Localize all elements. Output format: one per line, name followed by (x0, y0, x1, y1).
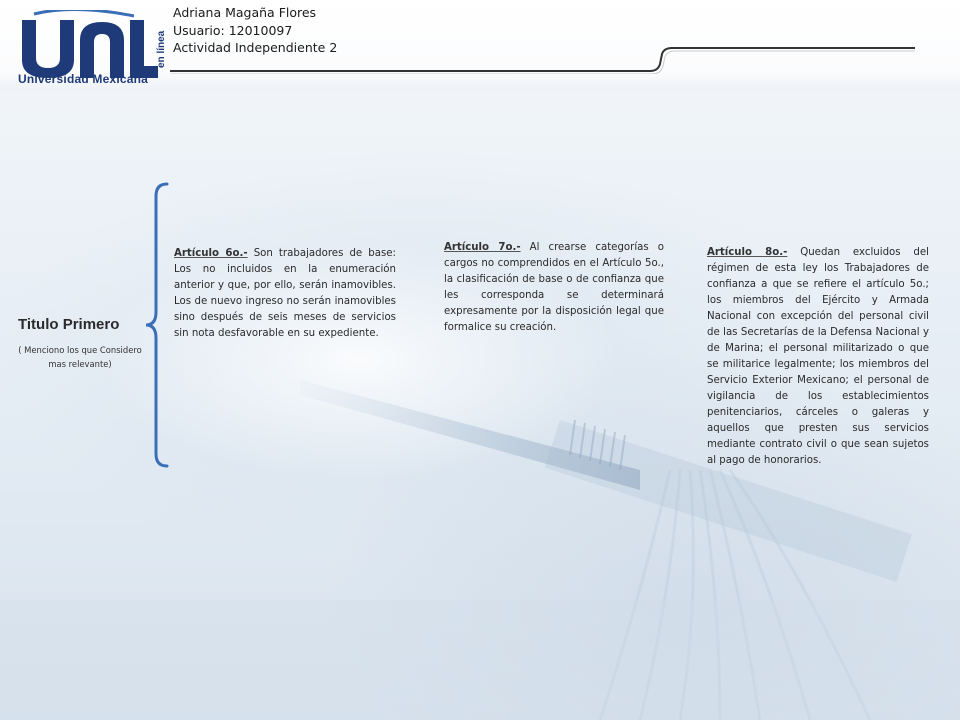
article-7-text: Al crearse categorías o cargos no comprendidos en el Artículo 5o., la clasificación de base o de confianza que les corresponda se determinará expresamente por la disposición legal que formalice su creación. (444, 242, 664, 333)
article-8-text: Quedan excluidos del régimen de esta ley los Trabajadores de confianza a que se refiere el artículo 5o.; los miembros del Ejército y Armada Nacional con excepción del personal civil de las Secretarías de la Defensa Nacional y de Marina; el personal militarizado o que se militarice legalmente; los miembros del Servicio Exterior Mexicano; el personal de vigilancia de los establecimientos penitenciarios, cárceles o galeras y aquellos que presten sus servicios mediante contrato civil o que sean sujetos al pago de honorarios. (707, 247, 929, 466)
article-8-heading: Artículo 8o.- (707, 247, 788, 258)
student-user-id: Usuario: 12010097 (173, 22, 293, 38)
header-bar (0, 0, 960, 90)
article-8 (707, 245, 929, 469)
article-7-heading: Artículo 7o.- (444, 242, 521, 253)
article-6 (174, 246, 396, 342)
section-title: Titulo Primero (18, 316, 120, 333)
logo-tagline: en línea (156, 30, 167, 68)
article-6-heading: Artículo 6o.- (174, 248, 248, 259)
article-7 (444, 240, 664, 336)
article-6-text: Son trabajadores de base: Los no incluidos en la enumeración anterior y que, por ello, serán inamovibles. Los de nuevo ingreso no serán inamovibles sino después de seis meses de servicios sin nota desfavorable en su expediente. (174, 248, 396, 339)
student-name: Adriana Magaña Flores (173, 5, 317, 20)
university-name: Universidad Mexicana (18, 72, 149, 86)
section-note: ( Menciono los que Considero mas relevante) (18, 345, 142, 369)
activity-label: Actividad Independiente 2 (173, 40, 338, 55)
header-divider (170, 44, 915, 74)
